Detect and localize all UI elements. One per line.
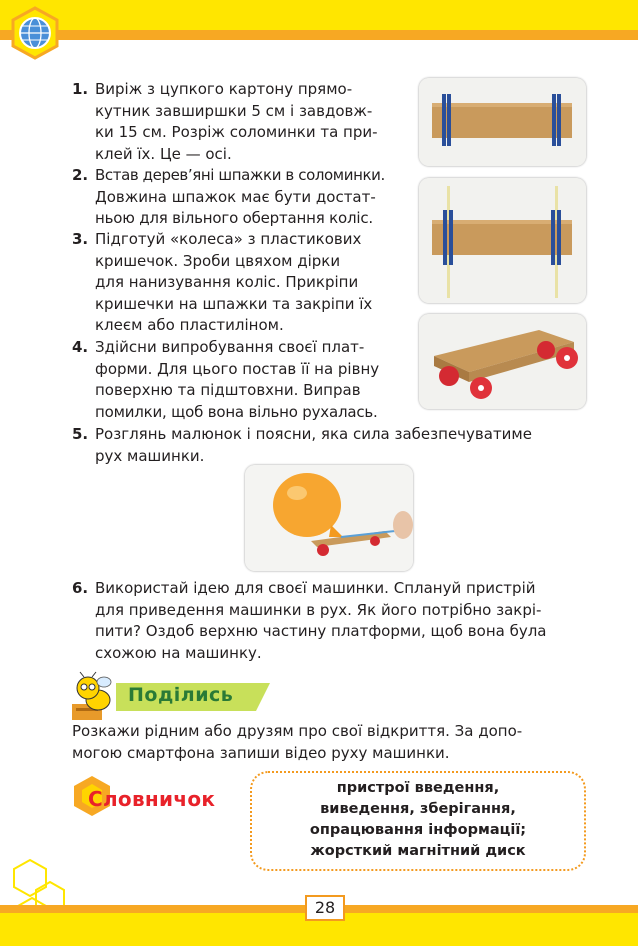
step-number: 5. [72, 425, 89, 443]
globe-icon [8, 6, 62, 60]
step-line: схожою на машинку. [95, 643, 262, 662]
vocabulary-term: жорсткий магнітний диск [310, 843, 526, 859]
photo-platform-wheels [419, 314, 586, 409]
step-number: 1. [72, 80, 89, 98]
share-line: могою смартфона запиши відео руху машинки. [72, 743, 450, 762]
vocabulary-term: виведення, зберігання, [320, 801, 516, 817]
step-6 [72, 578, 588, 666]
photo-cardboard-straws [419, 78, 586, 166]
step-line: ки 15 см. Розріж соломинки та при- [95, 123, 378, 141]
share-heading: Поділись [128, 684, 234, 706]
step-line: Підготуй «колеса» з пластикових [95, 230, 362, 248]
step-line: кутник завширшки 5 см і завдовж- [95, 101, 373, 120]
photo-skewers [419, 178, 586, 303]
step-2 [72, 165, 406, 231]
vocabulary-term: пристрої введення, [336, 780, 500, 796]
step-line: рух машинки. [95, 446, 205, 465]
step-3 [72, 229, 406, 339]
step-number: 3. [72, 230, 89, 248]
header-bar [0, 0, 638, 30]
vocabulary-heading: Словничок [88, 787, 216, 811]
vocabulary-term: опрацювання інформації; [309, 822, 527, 838]
step-line: кришечок. Зроби цвяхом дірки [95, 251, 341, 270]
step-line: поверхню та підштовхни. Виправ [95, 381, 361, 399]
step-line: Виріж з цупкого картону прямо- [95, 80, 353, 98]
step-line: ньою для вільного обертання коліс. [95, 209, 373, 227]
share-line: Розкажи рідним або друзям про свої відкриття. За допо- [72, 722, 523, 740]
step-line: Довжина шпажок має бути достат- [95, 187, 376, 206]
step-line: кришечки на шпажки та закріпи їх [95, 294, 373, 313]
step-line: Встав дерев’яні шпажки в соломинки. [95, 166, 385, 184]
step-line: Розглянь малюнок і поясни, яка сила забезпечуватиме [95, 425, 532, 443]
step-line: форми. Для цього постав її на рівну [95, 359, 380, 378]
step-line: пити? Оздоб верхню частину платформи, щоб вона була [95, 622, 547, 640]
step-line: Здійсни випробування своєї плат- [95, 338, 365, 356]
bee-icon [66, 670, 118, 722]
step-line: клеєм або пластиліном. [95, 316, 284, 334]
step-number: 2. [72, 166, 89, 184]
share-text [72, 721, 588, 764]
header-stripe [0, 30, 638, 40]
step-line: для нанизування коліс. Прикріпи [95, 273, 359, 291]
step-4 [72, 337, 406, 425]
step-line: помилки, щоб вона вільно рухалась. [95, 402, 378, 421]
step-line: Використай ідею для своєї машинки. Сплануй пристрій [95, 579, 536, 597]
step-5 [72, 424, 588, 468]
step-number: 4. [72, 338, 89, 356]
photo-balloon-car [245, 465, 413, 571]
step-line: клей їх. Це — осі. [95, 144, 232, 163]
page-number: 28 [305, 895, 345, 921]
step-line: для приведення машинки в рух. Як його потрібно закрі- [95, 600, 542, 619]
step-1 [72, 79, 406, 167]
step-number: 6. [72, 579, 89, 597]
